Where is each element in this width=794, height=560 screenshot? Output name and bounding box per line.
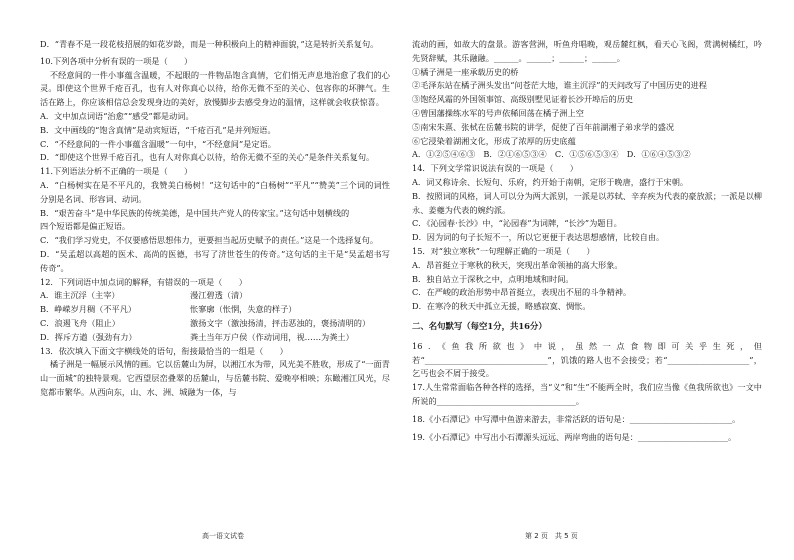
question-11-stem: 11.下列语法分析不正确的一项是（ ）: [40, 166, 193, 177]
question-13-item: ①橘子洲是一座承载历史的桥: [412, 66, 519, 77]
question-13-item: ③饱经风霜的外国领事馆、高级别墅见证着长沙开埠后的历史: [412, 94, 634, 105]
question-13-stem: 13．依次填入下面文字横线处的语句，衔接最恰当的一组是（ ）: [40, 345, 288, 356]
question-12-stem: 12．下列词语中加点词的解释，有错误的一项是（ ）: [40, 276, 247, 287]
question-13-item: ②毛泽东站在橘子洲头发出“问苍茫大地，谁主沉浮”的天问改写了中国历史的进程: [412, 80, 707, 91]
footer-page-number: 第 2 页 共 5 页: [525, 532, 578, 540]
question-13-item: ⑥它浸染着湖湘文化，形成了浓厚的历史底蕴: [412, 135, 576, 146]
question-15-option-b: B．独自站立于深秋之中，点明地域和时间。: [412, 273, 574, 284]
question-11-option-c: C．“我们学习党史，不仅要感悟思想伟力，更要担当起历史赋予的责任。”这是一个选择复句。: [40, 235, 379, 246]
question-14-stem: 14．下列文学常识说法有误的一项是（ ）: [412, 163, 578, 174]
question-15-option-c: C．在严峻的政治形势中昂首挺立，表现出不屈的斗争精神。: [412, 287, 632, 298]
question-12-cell: 怅寥廓（怅惘，失意的样子）: [190, 304, 297, 315]
question-14-option-a: A．词又称诗余、长短句、乐府，约开始于南朝，定形于晚唐，盛行于宋朝。: [412, 176, 689, 187]
question-13-item: ⑤南宋朱熹、张栻在岳麓书院的讲学，促使了百年前湖湘子弟求学的盛况: [412, 121, 675, 132]
question-11-option-a: A．“白杨树实在是不平凡的，我赞美白杨树！”这句话中的“白杨树”“平凡”“赞美”三个词的词性分别是名词、形容词、动词。: [40, 179, 390, 204]
question-12-cell: D．挥斥方遒（强劲有力）: [40, 331, 137, 342]
question-12-row: [40, 331, 390, 345]
question-12-cell: 粪土当年万户侯（作动词用，视……为粪土）: [190, 331, 354, 342]
question-15-option-a: A．昂首挺立于寒秋的秋天，突现出革命领袖的高大形象。: [412, 259, 623, 270]
question-13-passage-cont: 流动的画，如故大的盘景。游客营洲，听鱼舟唱晚，观岳麓红枫，看天心飞阁，赏满树橘红，吟先贤辞赋，其乐融融。______。______；______；______。: [412, 39, 762, 63]
option-d-previous: D．“青春不是一段花枝招展的如花岁龄，而是一种积极向上的精神面貌，”这是转折关系复句。: [40, 39, 379, 49]
right-column: [412, 38, 762, 444]
question-10-option-a: A．文中加点词语“治愈”“感受”都是动词。: [40, 110, 194, 121]
question-11-option-b-cont: 四个短语都是偏正短语。: [40, 221, 131, 232]
left-column: [40, 38, 390, 400]
question-10-stem: 10.下列各项中分析有误的一项是（ ）: [40, 55, 193, 66]
question-11-option-b: B．“艰苦奋斗”是中华民族的传统美德，是中国共产党人的传家宝。”这句话中划横线的: [40, 207, 350, 218]
question-17: 17.人生常常面临各种各样的选择，当“义”和“生”不能两全时，我们应当像《鱼我所欲也》一文中所说的__________________________________。: [412, 382, 762, 406]
question-10-option-b: B．文中画线的“饱含真情”是动宾短语，“千疮百孔”是并列短语。: [40, 124, 276, 135]
question-16: 16．《鱼我所欲也》中说，虽然一点食物即可关乎生死，但若“______________________________”，饥饿的路人也不会接受；若“____________________”，乞丐也会不屑于接受。: [412, 340, 762, 379]
question-19: 19.《小石潭记》中写出小石潭源头远远、两岸弯曲的语句是：______________________。: [412, 431, 737, 442]
question-10-passage: 不经意间的一件小事蕴含温暖，不起眼的一件物品饱含真情，它们悄无声息地治愈了我们的心灵。即使这个世界千疮百孔，也有人对你真心以待，给你无微不至的关心、包容你的坏脾气。生活在路上，你应该相信总会发现身边的美好，放慢脚步去感受身边的温情，这样就会收获惊喜。: [40, 69, 390, 108]
question-13-passage: 橘子洲是一幅展示风情的画。它以岳麓山为屏，以湘江水为带，风光美不胜收，形成了“一面青山一面城”的独特景观。它西望层峦叠翠的岳麓山，与岳麓书院、爱晚亭相映；东瞰湘江风光，尽览都市繁华。从西向东，山、水、洲、城融为一体，与: [40, 359, 390, 397]
question-15-stem: 15．对“独立寒秋”一句理解正确的一项是（ ）: [412, 245, 595, 256]
question-12-row: [40, 303, 390, 317]
question-12-cell: B．峥嵘岁月稠（不平凡）: [40, 304, 137, 315]
question-12-row: [40, 289, 390, 303]
question-10-option-c: C．“不经意间的一件小事蕴含温暖”一句中，“不经意间”是定语。: [40, 138, 276, 149]
question-12-cell: C．浪遏飞舟（阻止）: [40, 317, 120, 328]
question-12-cell: A．谁主沉浮（主宰）: [40, 290, 120, 301]
question-15-option-d: D．在寒冷的秋天中孤立无援，略感寂寞、惆怅。: [412, 301, 591, 312]
question-12-row: [40, 317, 390, 331]
question-14-option-d: D．因为词的句子长短不一，所以它更便于表达思想感情，比较自由。: [412, 232, 665, 243]
question-14-option-c: C．《沁园春·长沙》中，“沁园春”为词牌，“长沙”为题目。: [412, 218, 622, 229]
question-14-option-b: B．按照词的风格，词人可以分为两大派别，一派是以苏轼、辛弃疾为代表的豪放派；一派是以柳永、姜夔为代表的婉约派。: [412, 190, 762, 215]
section-2-heading: 二、名句默写（每空1分，共16分）: [412, 320, 547, 331]
question-10-option-d: D．“即使这个世界千疮百孔，也有人对你真心以待，给你无微不至的关心”是条件关系复句。: [40, 152, 375, 163]
question-18: 18.《小石潭记》中写潭中鱼游来游去，非常活跃的语句是：_________________________。: [412, 413, 741, 424]
question-12-cell: 漫江碧透（清）: [190, 290, 248, 301]
question-13-options: A．①②⑤④⑥③ B．②①⑥⑤③④ C．①⑤⑥⑤③④ D．①⑥④⑤③②: [412, 149, 691, 160]
question-12-cell: 激扬文字（激浊扬清，抨击恶浊的，褒扬清明的）: [190, 317, 371, 328]
footer-exam-title: 高一语文试卷: [202, 532, 244, 540]
question-11-option-d: D．“吴孟超以高超的医术、高尚的医德，书写了济世苍生的传奇。”这句话的主干是“吴孟超书写传奇”。: [40, 248, 390, 273]
question-13-item: ④曾国藩操练水军的号声依稀回荡在橘子洲上空: [412, 107, 584, 118]
question-12-options: [40, 289, 390, 344]
